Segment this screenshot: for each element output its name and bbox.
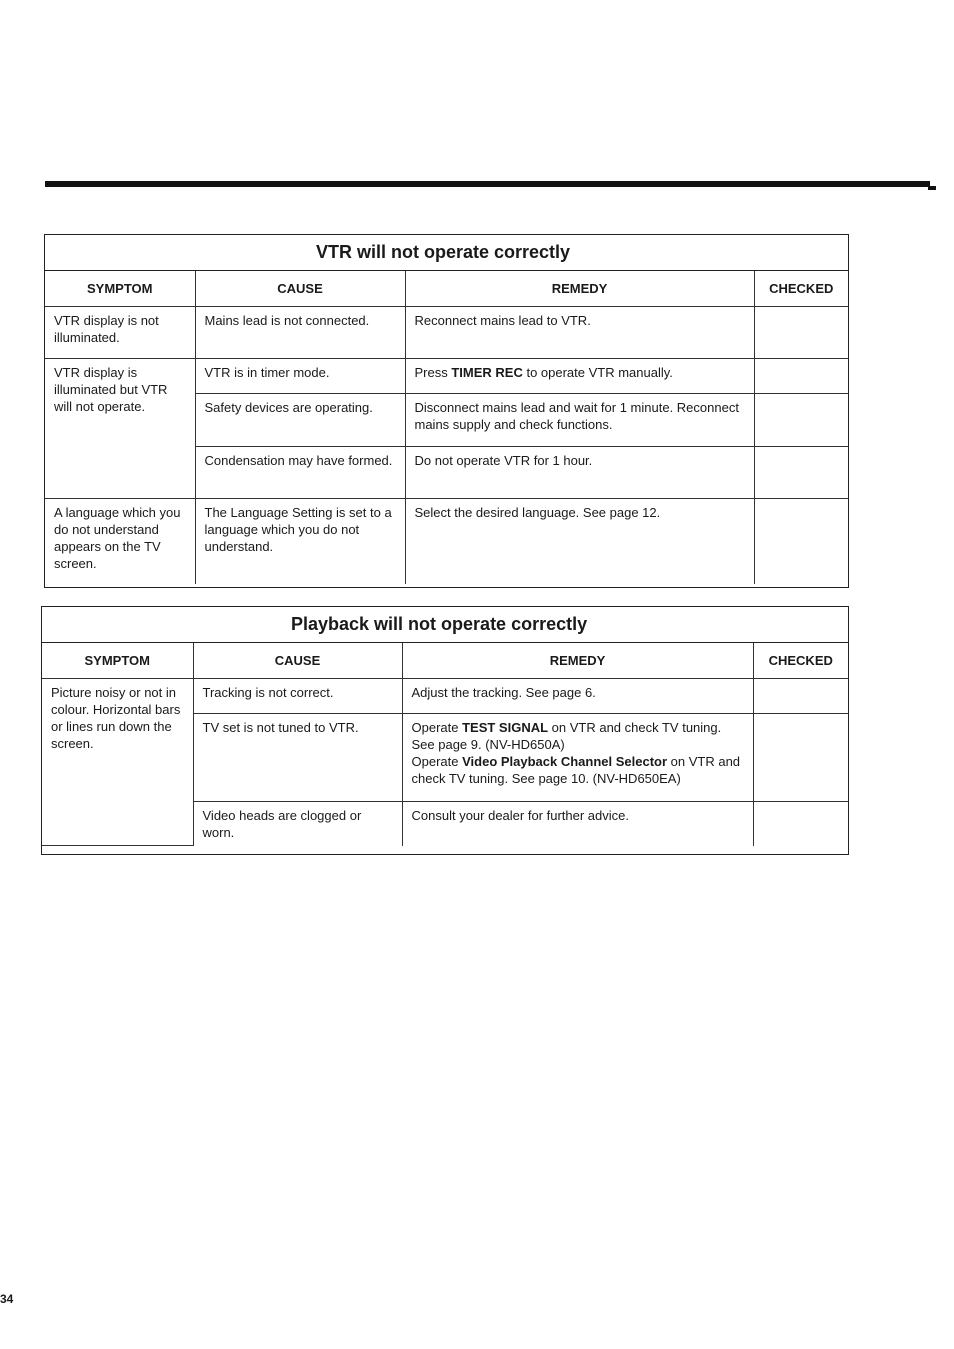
checked-cell bbox=[754, 393, 848, 446]
troubleshooting-table bbox=[42, 643, 848, 846]
cause-cell: Tracking is not correct. bbox=[193, 678, 402, 713]
section-title: VTR will not operate correctly bbox=[45, 235, 848, 271]
remedy-text: Operate bbox=[411, 719, 463, 735]
cause-cell: Mains lead is not connected. bbox=[195, 306, 405, 358]
button-name-channel-selector: Video Playback Channel Selector bbox=[462, 753, 668, 769]
button-name-test-signal: TEST SIGNAL bbox=[462, 719, 549, 735]
remedy-cell: Reconnect mains lead to VTR. bbox=[405, 306, 754, 358]
troubleshooting-table bbox=[45, 271, 848, 584]
section-playback-not-operating bbox=[41, 606, 849, 855]
remedy-text: on VTR and check TV tuning. See page 10. (NV-HD650EA) bbox=[411, 753, 741, 786]
remedy-cell: Select the desired language. See page 12. bbox=[405, 498, 754, 584]
header-remedy: REMEDY bbox=[405, 271, 754, 306]
symptom-cell: Picture noisy or not in colour. Horizontal bars or lines run down the screen. bbox=[42, 678, 193, 846]
remedy-cell bbox=[405, 358, 754, 393]
header-remedy: REMEDY bbox=[402, 643, 753, 678]
header-cause: CAUSE bbox=[195, 271, 405, 306]
remedy-cell bbox=[402, 713, 753, 801]
table-header-row bbox=[42, 643, 848, 678]
cause-cell: VTR is in timer mode. bbox=[195, 358, 405, 393]
cause-cell: Safety devices are operating. bbox=[195, 393, 405, 446]
cause-cell: Video heads are clogged or worn. bbox=[193, 801, 402, 846]
header-checked: CHECKED bbox=[754, 271, 848, 306]
checked-cell bbox=[753, 713, 848, 801]
header-symptom: SYMPTOM bbox=[45, 271, 195, 306]
header-rule-tail bbox=[928, 186, 936, 190]
checked-cell bbox=[753, 801, 848, 846]
table-row bbox=[42, 678, 848, 713]
checked-cell bbox=[753, 678, 848, 713]
checked-cell bbox=[754, 498, 848, 584]
checked-cell bbox=[754, 306, 848, 358]
remedy-text: to operate VTR manually. bbox=[522, 364, 673, 380]
header-rule bbox=[45, 181, 930, 187]
table-row bbox=[45, 498, 848, 584]
checked-cell bbox=[754, 446, 848, 498]
remedy-cell: Disconnect mains lead and wait for 1 minute. Reconnect mains supply and check functions. bbox=[405, 393, 754, 446]
symptom-cell: A language which you do not understand appears on the TV screen. bbox=[45, 498, 195, 584]
header-checked: CHECKED bbox=[753, 643, 848, 678]
section-vtr-not-operating bbox=[44, 234, 849, 588]
cause-cell: The Language Setting is set to a language which you do not understand. bbox=[195, 498, 405, 584]
header-symptom: SYMPTOM bbox=[42, 643, 193, 678]
remedy-cell: Do not operate VTR for 1 hour. bbox=[405, 446, 754, 498]
symptom-cell: VTR display is illuminated but VTR will not operate. bbox=[45, 358, 195, 498]
table-row bbox=[45, 358, 848, 393]
section-title: Playback will not operate correctly bbox=[42, 607, 848, 643]
remedy-text: Operate bbox=[411, 753, 463, 769]
checked-cell bbox=[754, 358, 848, 393]
symptom-cell: VTR display is not illuminated. bbox=[45, 306, 195, 358]
remedy-cell: Consult your dealer for further advice. bbox=[402, 801, 753, 846]
cause-cell: TV set is not tuned to VTR. bbox=[193, 713, 402, 801]
header-cause: CAUSE bbox=[193, 643, 402, 678]
page-number: 34 bbox=[0, 1292, 14, 1306]
button-name-timer-rec: TIMER REC bbox=[451, 364, 523, 380]
remedy-text: on VTR and check TV tuning. See page 9. (NV-HD650A) bbox=[411, 719, 722, 752]
cause-cell: Condensation may have formed. bbox=[195, 446, 405, 498]
table-header-row bbox=[45, 271, 848, 306]
remedy-cell: Adjust the tracking. See page 6. bbox=[402, 678, 753, 713]
remedy-text: Press bbox=[414, 364, 452, 380]
table-row bbox=[45, 306, 848, 358]
